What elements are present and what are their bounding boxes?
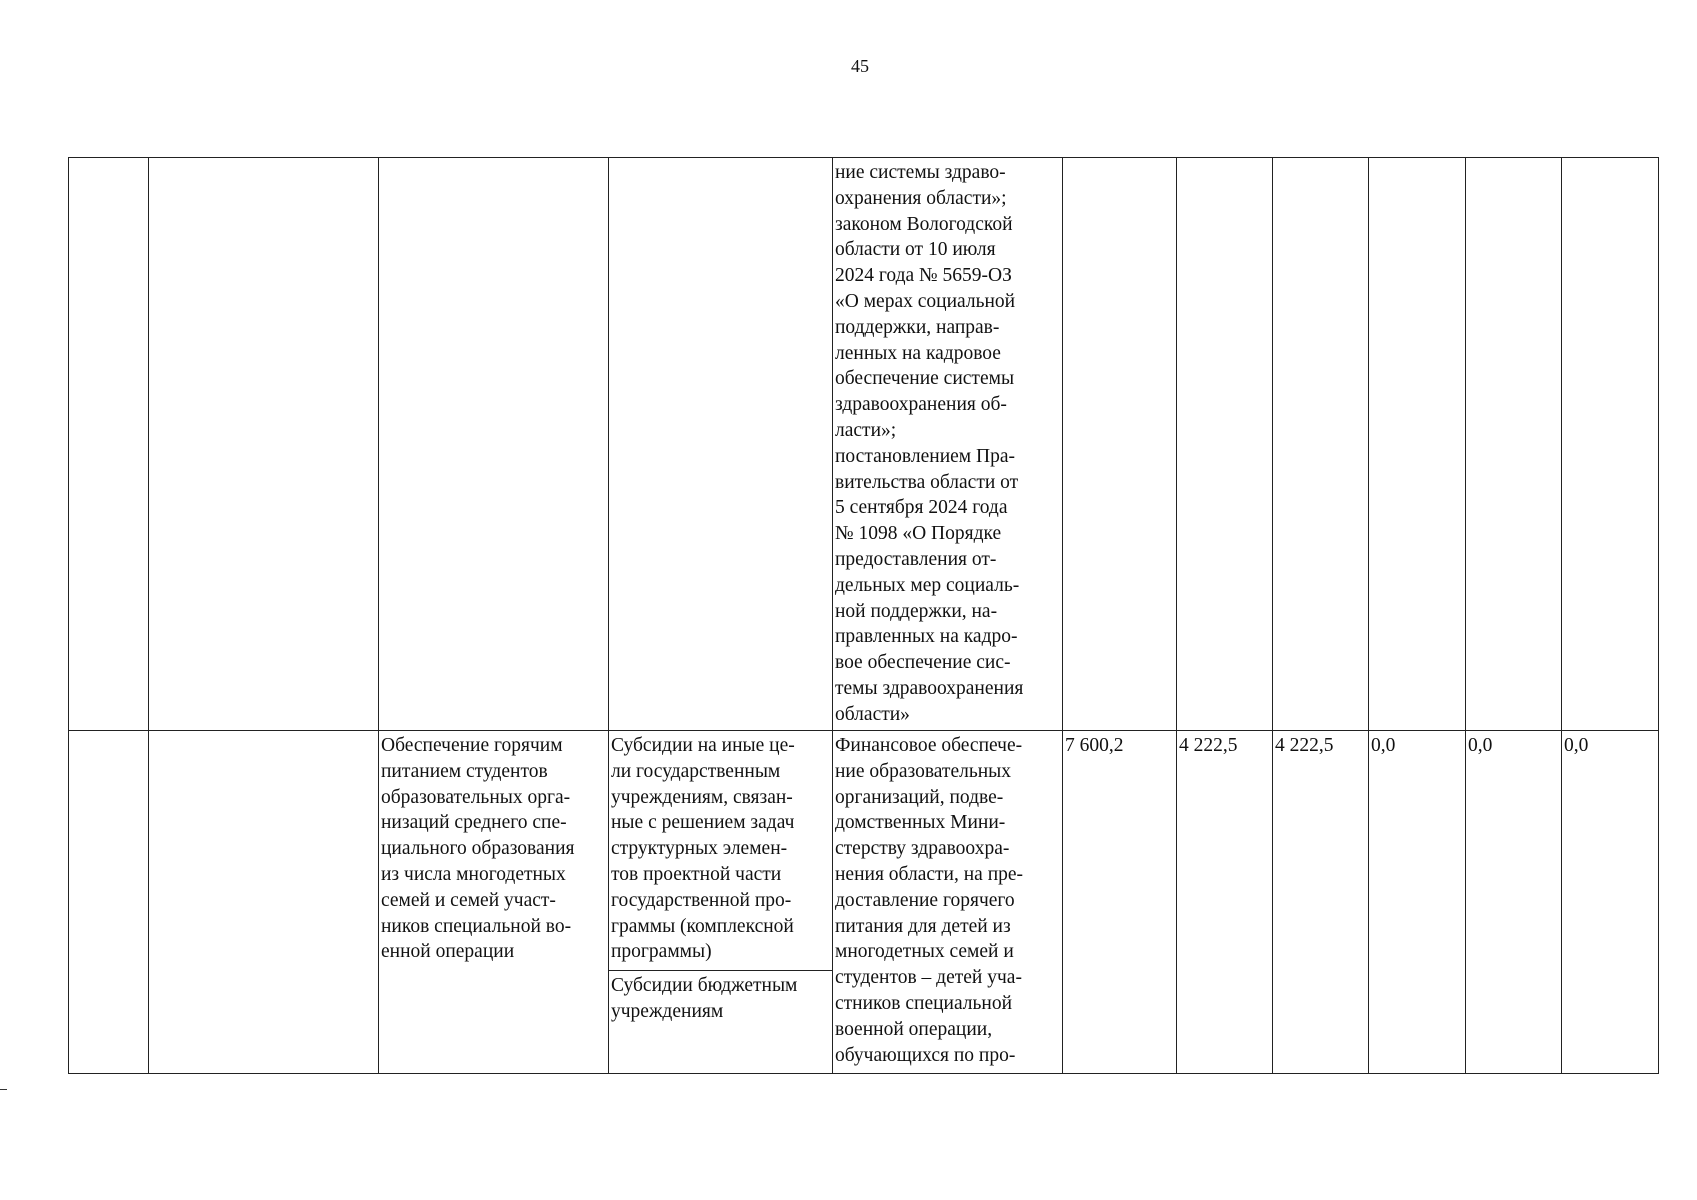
value-total: 7 600,2 xyxy=(1065,735,1124,756)
cell-value-year-4 xyxy=(1466,731,1562,1074)
cell-value-year-1 xyxy=(1177,158,1273,731)
cell-value-year-2 xyxy=(1273,731,1369,1074)
description-text: Финансовое обеспече- ние образовательных организаций, подве- домственных Мини- стерству здравоохра- нения области, на пре- доставление горячего питания для детей из многодетных семей и студентов – детей уча- стников специальной военной операции, обучающихся по про- xyxy=(835,735,1024,1066)
cell-value-year-3 xyxy=(1369,158,1466,731)
value-year-3: 0,0 xyxy=(1371,735,1396,756)
budget-measures-table xyxy=(68,157,1659,1074)
cell-value-year-1 xyxy=(1177,731,1273,1074)
page-number: 45 xyxy=(851,56,869,76)
expense-type-text: Субсидии на иные це- ли государственным учреждениям, связан- ные с решением задач структурных элемен- тов проектной части государственной про- граммы (комплексной программы) xyxy=(611,735,795,963)
cell-measure xyxy=(379,731,609,1074)
cell-value-total xyxy=(1063,158,1177,731)
expense-type-text: Субсидии бюджетным учреждениям xyxy=(611,975,798,1022)
cell-description xyxy=(833,731,1063,1074)
value-year-2: 4 222,5 xyxy=(1275,735,1334,756)
table-row-measure xyxy=(69,731,1659,971)
cell-value-total xyxy=(1063,731,1177,1074)
cell-number xyxy=(69,158,149,731)
cell-legal-basis xyxy=(833,158,1063,731)
cell-value-year-2 xyxy=(1273,158,1369,731)
cell-expense-type xyxy=(609,158,833,731)
cell-value-year-3 xyxy=(1369,731,1466,1074)
scan-edge-mark xyxy=(0,1089,7,1090)
cell-value-year-4 xyxy=(1466,158,1562,731)
measure-text: Обеспечение горячим питанием студентов образовательных орга- низаций среднего спе- циального образования из числа многодетных семей и семей участ- ников специальной во- енной операции xyxy=(381,735,575,963)
legal-basis-text: ние системы здраво- охранения области»; законом Вологодской области от 10 июля 2024 года № 5659-ОЗ «О мерах социальной поддержки, направ- ленных на кадровое обеспечение системы здравоохранения об- ласти»; постановлением Пра- вительства области от 5 сентября 2024 года № 1098 «О Порядке предоставления от- дельных мер социаль- ной поддержки, на- правленных на кадро- вое обеспечение сис- темы здравоохранения области» xyxy=(835,162,1024,725)
table-row-continuation xyxy=(69,158,1659,731)
cell-expense-type-2 xyxy=(609,971,833,1074)
value-year-4: 0,0 xyxy=(1468,735,1493,756)
value-year-5: 0,0 xyxy=(1564,735,1589,756)
value-year-1: 4 222,5 xyxy=(1179,735,1238,756)
cell-expense-type-1 xyxy=(609,731,833,971)
cell-measure xyxy=(379,158,609,731)
cell-structural-element xyxy=(149,731,379,1074)
cell-number xyxy=(69,731,149,1074)
cell-structural-element xyxy=(149,158,379,731)
cell-value-year-5 xyxy=(1562,731,1659,1074)
cell-value-year-5 xyxy=(1562,158,1659,731)
